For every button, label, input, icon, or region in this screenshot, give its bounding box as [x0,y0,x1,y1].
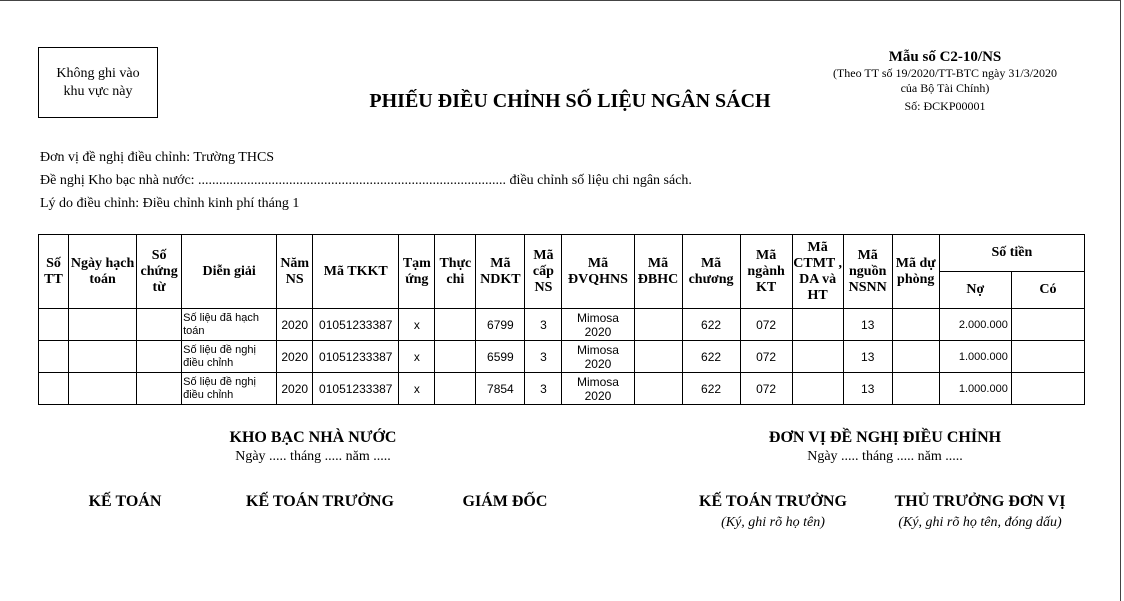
reason-line: Lý do điều chỉnh: Điều chỉnh kinh phí tháng 1 [40,196,300,211]
header-so-tien: Số tiền [939,235,1084,272]
header-ma-nganh-kt: Mã ngành KT [740,235,792,309]
cell-ma-chuong: 622 [682,373,740,405]
header-dien-giai: Diễn giải [182,235,277,309]
cell-tam-ung: x [399,309,435,341]
adjustment-table [38,234,1085,405]
unit-head-signature [870,492,1090,532]
header-nam-ns: Năm NS [277,235,313,309]
cell-ma-tkkt: 01051233387 [313,373,399,405]
treasury-title: KHO BẠC NHÀ NƯỚC [229,429,397,446]
cell-no: 2.000.000 [939,309,1011,341]
unit-head-note: (Ký, ghi rõ họ tên, đóng dấu) [898,515,1062,530]
cell-ma-dvqhns: Mimosa 2020 [562,341,634,373]
cell-ma-tkkt: 01051233387 [313,341,399,373]
director-title: GIÁM ĐỐC [462,493,548,510]
header-ma-nguon: Mã nguồn NSNN [843,235,892,309]
header-ma-ndkt: Mã NDKT [476,235,525,309]
form-info [800,48,1090,114]
cell-stt [39,309,69,341]
cell-so-ct [137,373,182,405]
cell-co [1011,309,1084,341]
unit-signature-block [740,428,1030,466]
header-thuc-chi: Thực chi [435,235,476,309]
unit-chief-accountant-note: (Ký, ghi rõ họ tên) [721,515,825,530]
cell-ma-ndkt: 6799 [476,309,525,341]
cell-co [1011,341,1084,373]
cell-ngay [69,373,137,405]
cell-ma-ndkt: 6599 [476,341,525,373]
cell-ngay [69,341,137,373]
accountant-signature [55,492,195,512]
cell-nam-ns: 2020 [277,341,313,373]
cell-ma-dbhc [634,309,682,341]
unit-chief-accountant-title: KẾ TOÁN TRƯỞNG [699,493,847,510]
cell-ma-nguon: 13 [843,309,892,341]
cell-ma-chuong: 622 [682,309,740,341]
cell-no: 1.000.000 [939,373,1011,405]
header-so-chung-tu: Số chứng từ [137,235,182,309]
header-ma-chuong: Mã chương [682,235,740,309]
unit-date: Ngày ..... tháng ..... năm ..... [807,449,963,464]
cell-ma-du-phong [892,341,939,373]
document-title: PHIẾU ĐIỀU CHỈNH SỐ LIỆU NGÂN SÁCH [369,90,771,112]
cell-ma-dbhc [634,341,682,373]
cell-ma-cap-ns: 3 [525,341,562,373]
cell-ma-cap-ns: 3 [525,373,562,405]
cell-tam-ung: x [399,373,435,405]
no-write-line1: Không ghi vào [56,65,140,81]
accountant-title: KẾ TOÁN [88,493,162,510]
no-write-box [38,47,158,118]
cell-ma-ctmt [792,373,843,405]
unit-chief-accountant-signature [683,492,863,532]
header-no: Nợ [939,272,1011,309]
treasury-date: Ngày ..... tháng ..... năm ..... [235,449,391,464]
cell-ma-du-phong [892,309,939,341]
cell-ma-nguon: 13 [843,341,892,373]
header-ma-du-phong: Mã dự phòng [892,235,939,309]
director-signature [445,492,565,512]
cell-ma-chuong: 622 [682,341,740,373]
treasury-signature-block [213,428,413,466]
cell-co [1011,373,1084,405]
cell-so-ct [137,341,182,373]
header-co: Có [1011,272,1084,309]
cell-ma-ctmt [792,309,843,341]
cell-nam-ns: 2020 [277,309,313,341]
cell-ma-ndkt: 7854 [476,373,525,405]
cell-tam-ung: x [399,341,435,373]
form-reference-line2: của Bộ Tài Chính) [900,81,990,95]
header-ma-dvqhns: Mã ĐVQHNS [562,235,634,309]
cell-nam-ns: 2020 [277,373,313,405]
cell-ma-dvqhns: Mimosa 2020 [562,309,634,341]
cell-dien-giai: Số liệu đã hạch toán [182,309,277,341]
form-code: Mẫu số C2-10/NS [888,49,1002,65]
cell-ma-cap-ns: 3 [525,309,562,341]
table-row [39,341,1085,373]
unit-title: ĐƠN VỊ ĐỀ NGHỊ ĐIỀU CHỈNH [768,429,1002,446]
cell-thuc-chi [435,373,476,405]
cell-thuc-chi [435,341,476,373]
header-ngay-hach-toan: Ngày hạch toán [69,235,137,309]
cell-thuc-chi [435,309,476,341]
cell-ma-nganh-kt: 072 [740,309,792,341]
cell-no: 1.000.000 [939,341,1011,373]
header-ma-ctmt: Mã CTMT , DA và HT [792,235,843,309]
cell-stt [39,373,69,405]
treasury-request-line: Đề nghị Kho bạc nhà nước: ........................................................................................ điều chỉnh số liệu chi ngân sách. [40,173,692,188]
form-number: Số: ĐCKP00001 [904,99,986,113]
cell-so-ct [137,309,182,341]
cell-ma-du-phong [892,373,939,405]
table-row [39,373,1085,405]
cell-ma-nguon: 13 [843,373,892,405]
header-ma-tkkt: Mã TKKT [313,235,399,309]
cell-ngay [69,309,137,341]
cell-ma-nganh-kt: 072 [740,373,792,405]
cell-ma-nganh-kt: 072 [740,341,792,373]
chief-accountant-title: KẾ TOÁN TRƯỞNG [246,493,394,510]
cell-dien-giai: Số liệu đề nghị điều chỉnh [182,373,277,405]
header-ma-dbhc: Mã ĐBHC [634,235,682,309]
unit-head-title: THỦ TRƯỞNG ĐƠN VỊ [894,493,1066,510]
cell-ma-dvqhns: Mimosa 2020 [562,373,634,405]
header-stt: Số TT [39,235,69,309]
cell-ma-tkkt: 01051233387 [313,309,399,341]
chief-accountant-signature [230,492,410,512]
cell-ma-dbhc [634,373,682,405]
cell-ma-ctmt [792,341,843,373]
cell-stt [39,341,69,373]
header-tam-ung: Tạm ứng [399,235,435,309]
table-row [39,309,1085,341]
form-reference-line1: (Theo TT số 19/2020/TT-BTC ngày 31/3/2020 [832,66,1058,80]
header-ma-cap-ns: Mã cấp NS [525,235,562,309]
cell-dien-giai: Số liệu đề nghị điều chỉnh [182,341,277,373]
no-write-line2: khu vực này [63,83,133,99]
requesting-unit-line: Đơn vị đề nghị điều chỉnh: Trường THCS [40,150,275,165]
